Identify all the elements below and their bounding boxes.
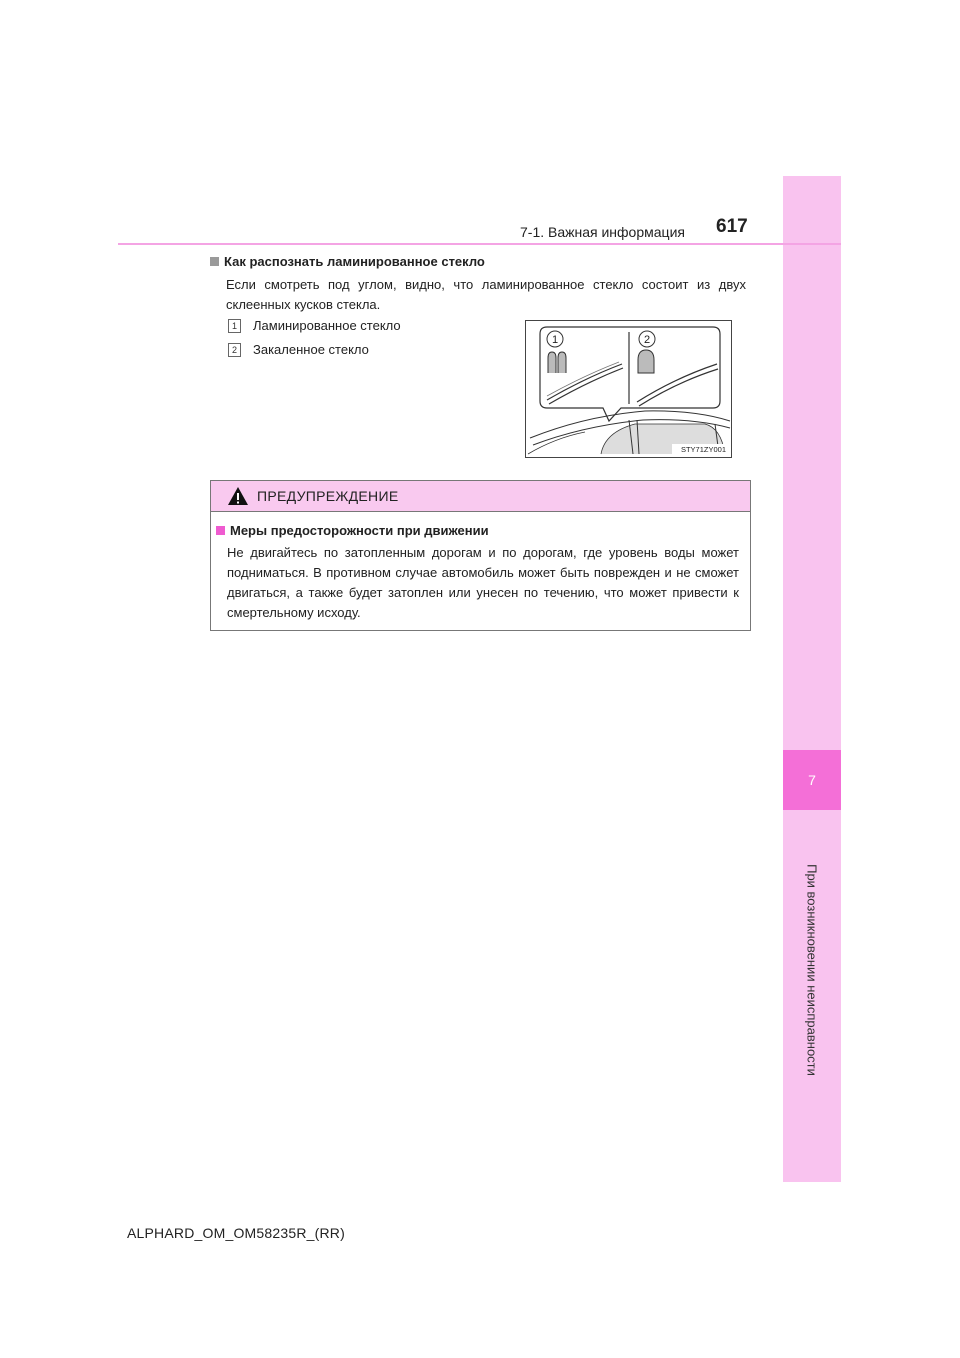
chapter-number-tab[interactable]: 7: [783, 750, 841, 810]
list-item-label: Закаленное стекло: [253, 342, 369, 357]
figure-callout-2: 2: [643, 334, 651, 346]
glass-illustration-svg: [525, 320, 732, 458]
list-item: [228, 342, 369, 357]
figure-callout-1: 1: [551, 334, 559, 346]
document-code: ALPHARD_OM_OM58235R_(RR): [127, 1225, 345, 1241]
number-badge: 1: [228, 319, 241, 333]
warning-text: Не двигайтесь по затопленным дорогам и по дорогам, где уровень воды может подниматься. В противном случае автомобиль может быть поврежден и не сможет двигаться, а также будет затоплен или унесен по течению, что может привести к смертельному исходу.: [227, 545, 739, 620]
warning-subheading: [216, 523, 489, 538]
number-badge: 2: [228, 343, 241, 357]
square-bullet-icon: [216, 526, 225, 535]
glass-illustration: [525, 320, 732, 458]
figure-code: STY71ZY001: [680, 445, 726, 454]
chapter-title-vertical: При возникновении неисправности: [804, 864, 820, 1076]
subsection-heading-text: Как распознать ламинированное стекло: [224, 254, 485, 269]
section-title: 7-1. Важная информация: [520, 224, 685, 240]
warning-header: [211, 481, 750, 512]
list-item-label: Ламинированное стекло: [253, 318, 401, 333]
warning-title: ПРЕДУПРЕЖДЕНИЕ: [257, 488, 399, 504]
warning-triangle-icon: [227, 486, 249, 506]
square-bullet-icon: [210, 257, 219, 266]
header-divider: [118, 243, 841, 245]
body-paragraph: Если смотреть под углом, видно, что ламинированное стекло состоит из двух склеенных кусков стекла.: [226, 277, 746, 312]
warning-subheading-text: Меры предосторожности при движении: [230, 523, 489, 538]
warning-box: [210, 480, 751, 631]
subsection-heading: [210, 254, 485, 269]
list-item: [228, 318, 401, 333]
page-number: 617: [716, 216, 748, 237]
